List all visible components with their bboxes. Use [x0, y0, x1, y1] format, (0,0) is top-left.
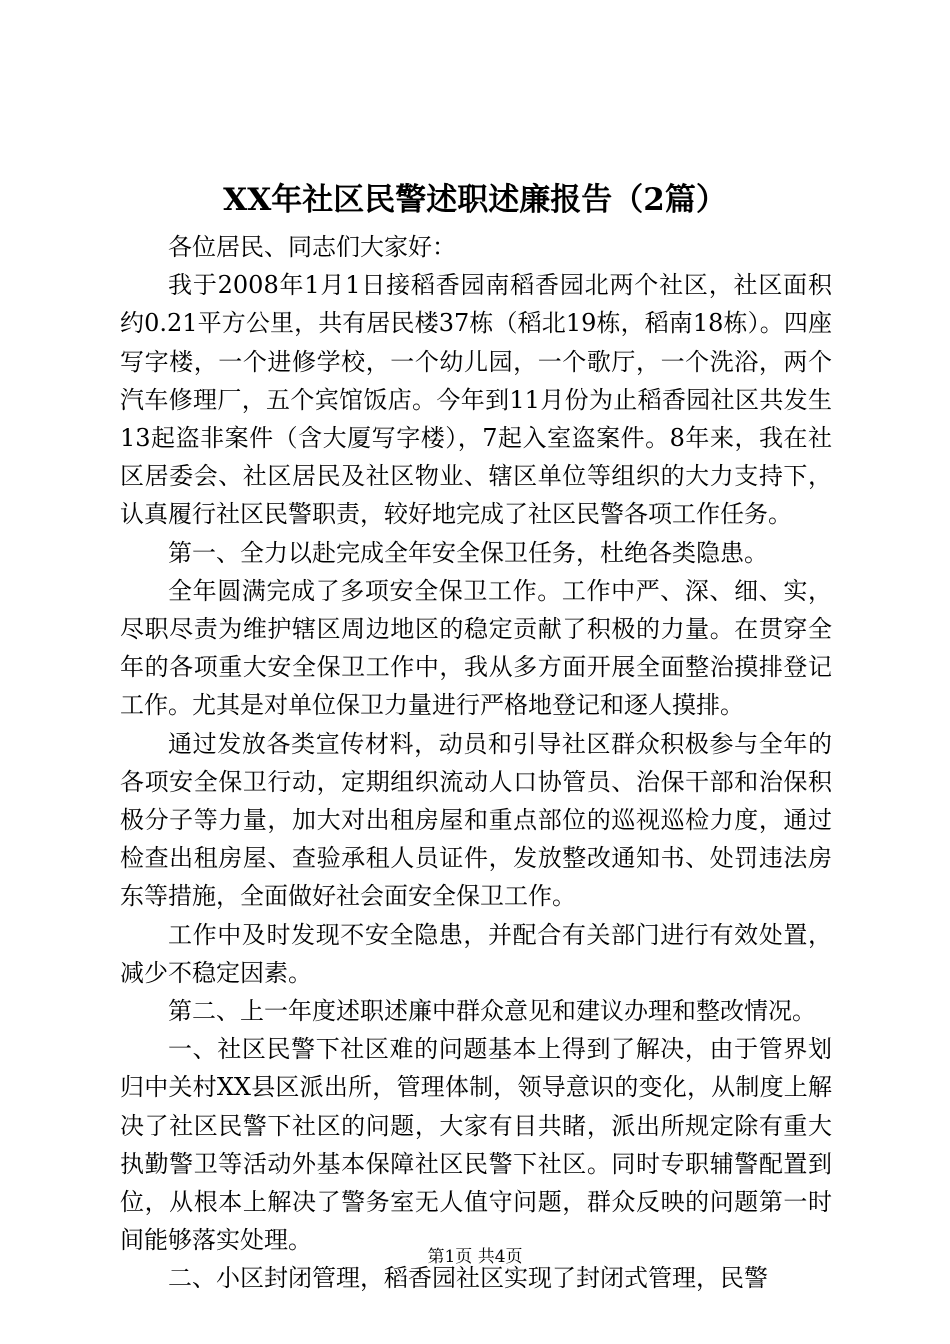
section-heading-paragraph: 第一、全力以赴完成全年安全保卫任务，杜绝各类隐患。 — [168, 538, 768, 567]
document-title: XX年社区民警述职述廉报告（2篇） — [223, 182, 727, 218]
body-paragraph: 通过发放各类宣传材料，动员和引导社区群众积极参与全年的各项安全保卫行动，定期组织流动人口协管员、治保干部和治保积极分子等力量，加大对出租房屋和重点部位的巡视巡检力度，通过检查出租房屋、查验承租人员证件，发放整改通知书、处罚违法房东等措施，全面做好社会面安全保卫工作。 — [120, 729, 832, 911]
body-paragraph: 工作中及时发现不安全隐患，并配合有关部门进行有效处置，减少不稳定因素。 — [120, 920, 832, 987]
page-number-footer: 第1页 共4页 — [427, 1247, 523, 1267]
section-heading-paragraph: 第二、上一年度述职述廉中群众意见和建议办理和整改情况。 — [168, 997, 816, 1026]
body-paragraph: 我于2008年1月1日接稻香园南稻香园北两个社区，社区面积约0.21平方公里，共有居民楼37栋（稻北19栋，稻南18栋）。四座写字楼，一个进修学校，一个幼儿园，一个歌厅，一个洗浴，两个汽车修理厂，五个宾馆饭店。今年到11月份为止稻香园社区共发生13起盗非案件（含大厦写字楼），7起入室盗案件。8年来，我在社区居委会、社区居民及社区物业、辖区单位等组织的大力支持下，认真履行社区民警职责，较好地完成了社区民警各项工作任务。 — [120, 271, 832, 529]
body-paragraph: 全年圆满完成了多项安全保卫工作。工作中严、深、细、实，尽职尽责为维护辖区周边地区的稳定贡献了积极的力量。在贯穿全年的各项重大安全保卫工作中，我从多方面开展全面整治摸排登记工作。尤其是对单位保卫力量进行严格地登记和逐人摸排。 — [120, 576, 832, 720]
body-paragraph: 一、社区民警下社区难的问题基本上得到了解决，由于管界划归中关村XX县区派出所，管理体制，领导意识的变化，从制度上解决了社区民警下社区的问题，大家有目共睹，派出所规定除有重大执勤警卫等活动外基本保障社区民警下社区。同时专职辅警配置到位，从根本上解决了警务室无人值守问题，群众反映的问题第一时间能够落实处理。 — [120, 1035, 832, 1255]
body-paragraph: 二、小区封闭管理，稻香园社区实现了封闭式管理，民警 — [168, 1264, 768, 1293]
document-body — [120, 228, 832, 1298]
greeting-paragraph: 各位居民、同志们大家好： — [168, 233, 456, 261]
